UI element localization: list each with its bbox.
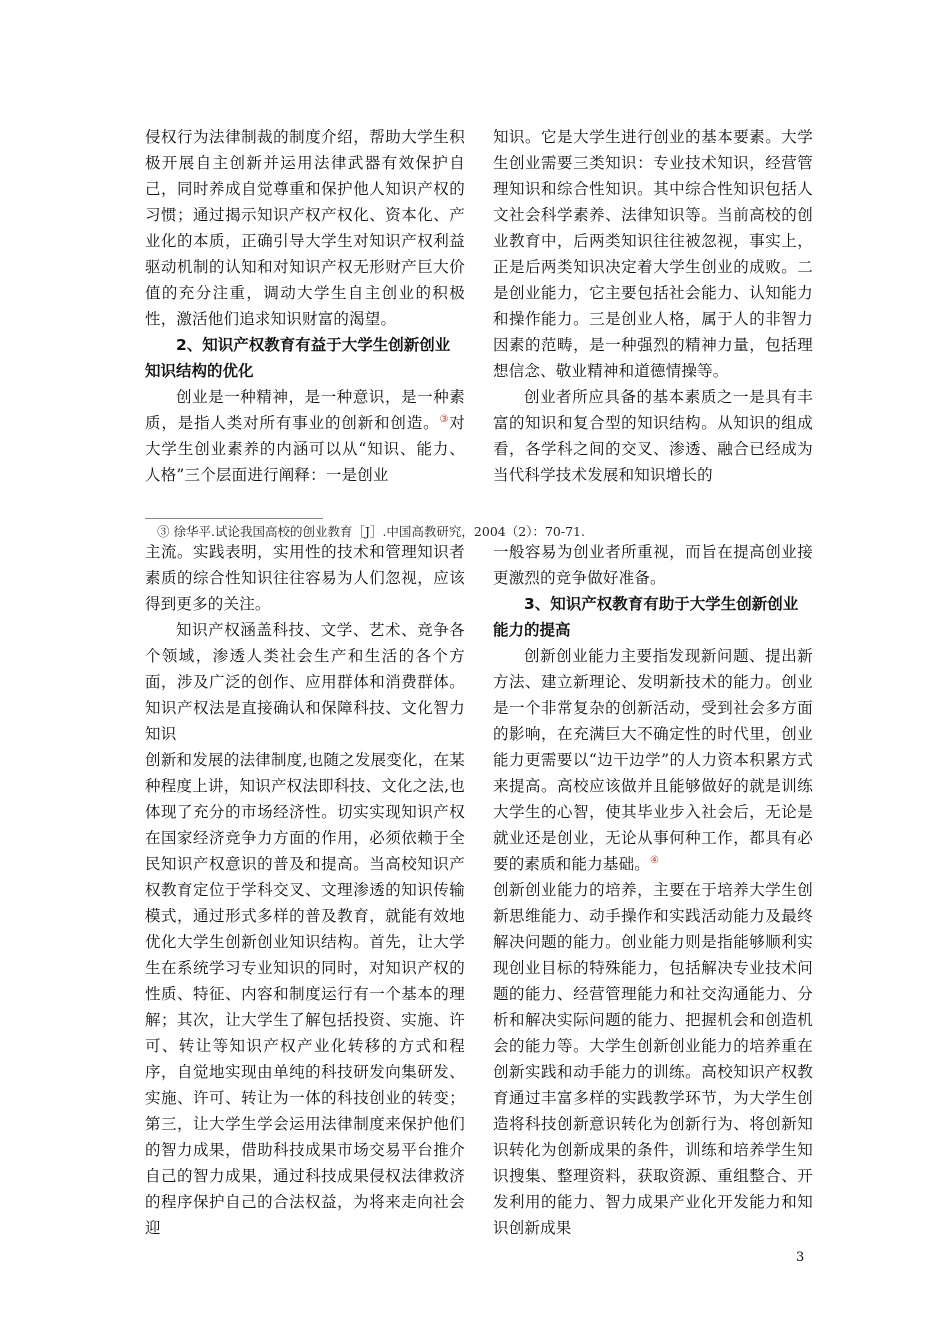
page-number: 3 xyxy=(796,1250,805,1265)
right-column-top xyxy=(493,124,813,488)
paragraph: 侵权行为法律制裁的制度介绍，帮助大学生积极开展自主创新并运用法律武器有效保护自己，同时养成自觉尊重和保护他人知识产权的习惯；通过揭示知识产权产权化、资本化、产业化的本质，正确引导大学生对知识产权利益驱动机制的认知和对知识产权无形财产巨大价值的充分注重，调动大学生自主创业的积极性，激活他们追求知识财富的渴望。 xyxy=(145,128,465,328)
paragraph: 知识产权涵盖科技、文学、艺术、竞争各个领域，渗透人类社会生产和生活的各个方面，涉及广泛的创作、应用群体和消费群体。知识产权法是直接确认和保障科技、文化智力知识 xyxy=(145,621,465,743)
footnote-separator xyxy=(145,518,323,519)
right-column-bottom xyxy=(493,539,813,1241)
paragraph-text: 创新创业能力主要指发现新问题、提出新方法、建立新理论、发明新技术的能力。创业是一个非常复杂的创新活动，受到社会多方面的影响，在充满巨大不确定性的时代里，创业能力更需要以“边干边学”的人力资本积累方式来提高。高校应该做并且能够做好的就是训练大学生的心智，使其毕业步入社会后，无论是就业还是创业，无论从事何种工作，都具有必要的素质和能力基础。 xyxy=(493,647,813,873)
paragraph-text: 对大学生创业素养的内涵可以从“知识、能力、人格”三个层面进行阐释：一是创业 xyxy=(145,414,465,484)
left-column-bottom xyxy=(145,539,465,1241)
paragraph: 知识。它是大学生进行创业的基本要素。大学生创业需要三类知识：专业技术知识，经营管理知识和综合性知识。其中综合性知识包括人文社会科学素养、法律知识等。当前高校的创业教育中，后两类知识往往被忽视，事实上，正是后两类知识决定着大学生创业的成败。二是创业能力，它主要包括社会能力、认知能力和操作能力。三是创业人格，属于人的非智力因素的范畴，是一种强烈的精神力量，包括理想信念、敬业精神和道德情操等。 xyxy=(493,128,813,380)
footnote-marker-4[interactable]: ④ xyxy=(650,854,660,866)
paragraph: 创新创业能力的培养，主要在于培养大学生创新思维能力、动手操作和实践活动能力及最终解决问题的能力。创业能力则是指能够顺利实现创业目标的特殊能力，包括解决专业技术问题的能力、经营管理能力和社交沟通能力、分析和解决实际问题的能力、把握机会和创造机会的能力等。大学生创新创业能力的培养重在创新实践和动手能力的训练。高校知识产权教育通过丰富多样的实践教学环节，为大学生创造将科技创新意识转化为创新行为、将创新知识转化为创新成果的条件，训练和培养学生知识搜集、整理资料，获取资源、重组整合、开发利用的能力、智力成果产业化开发能力和知识创新成果 xyxy=(493,881,813,1237)
paragraph: 创业者所应具备的基本素质之一是具有丰富的知识和复合型的知识结构。从知识的组成看，各学科之间的交叉、渗透、融合已经成为当代科学技术发展和知识增长的 xyxy=(493,388,813,484)
paragraph xyxy=(145,384,465,488)
paragraph: 创新和发展的法律制度,也随之发展变化，在某种程度上讲，知识产权法即科技、文化之法,也体现了充分的市场经济性。切实实现知识产权在国家经济竞争力方面的作用，必须依赖于全民知识产权意识的普及和提高。当高校知识产权教育定位于学科交叉、文理渗透的知识传输模式，通过形式多样的普及教育，就能有效地优化大学生创新创业知识结构。首先，让大学生在系统学习专业知识的同时，对知识产权的性质、特征、内容和制度运行有一个基本的理解；其次，让大学生了解包括投资、实施、许可、转让等知识产权产业化转移的方式和程序，自觉地实现由单纯的科技研发向集研发、实施、许可、转让为一体的科技创业的转变；第三，让大学生学会运用法律制度来保护他们的智力成果，借助科技成果市场交易平台推介自己的智力成果，通过科技成果侵权法律救济的程序保护自己的合法权益，为将来走向社会迎 xyxy=(145,751,465,1237)
footnote: ③ 徐华平.试论我国高校的创业教育［J］.中国高教研究，2004（2）：70-71. xyxy=(157,524,585,539)
footnote-marker-3[interactable]: ③ xyxy=(439,413,450,425)
paragraph-text: 创业是一种精神，是一种意识，是一种素质，是指人类对所有事业的创新和创造。 xyxy=(145,388,465,432)
section-heading-2: 2、知识产权教育有益于大学生创新创业知识结构的优化 xyxy=(145,336,451,380)
paragraph: 主流。实践表明，实用性的技术和管理知识者素质的综合性知识往往容易为人们忽视，应该得到更多的关注。 xyxy=(145,543,465,613)
left-column-top xyxy=(145,124,465,488)
paragraph: 一般容易为创业者所重视，而旨在提高创业接更激烈的竞争做好准备。 xyxy=(493,543,813,587)
paragraph xyxy=(493,643,813,877)
section-heading-3: 3、知识产权教育有助于大学生创新创业能力的提高 xyxy=(493,595,799,639)
